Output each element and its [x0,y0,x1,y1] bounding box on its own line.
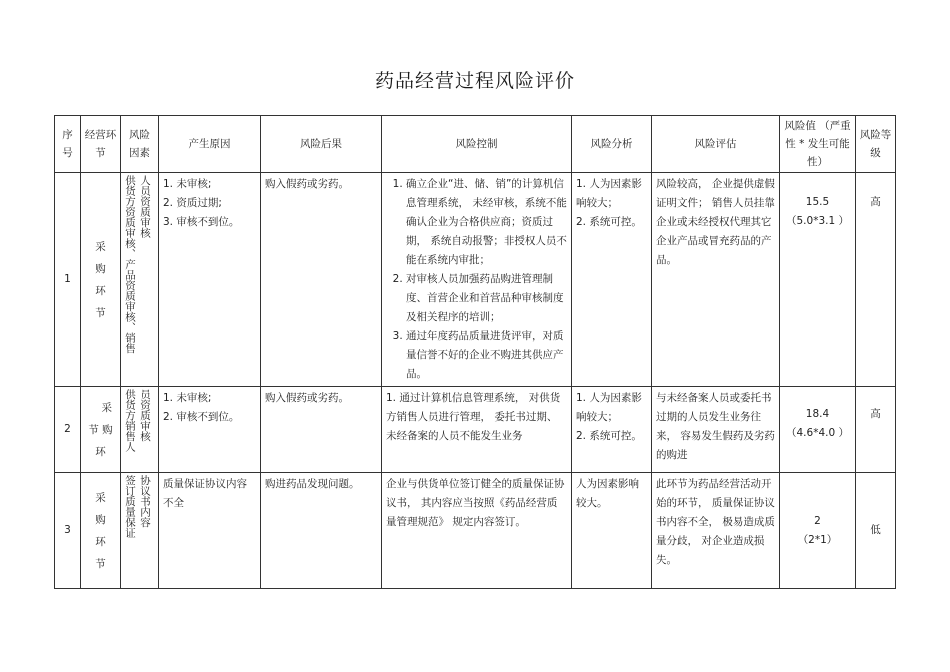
row-cause: 1. 未审核; 2. 资质过期; 3. 审核不到位。 [159,173,261,387]
header-cause: 产生原因 [159,116,261,173]
table-row [55,473,896,589]
header-assessment: 风险评估 [652,116,780,173]
header-value: 风险值 （严重性 * 发生可能性） [780,116,856,173]
row-consequence: 购进药品发现问题。 [261,473,382,589]
page-title: 药品经营过程风险评价 [374,70,575,92]
row-consequence: 购入假药或劣药。 [261,387,382,473]
header-seq: 序号 [55,116,81,173]
row-stage: 采 节 购 环 [81,387,121,473]
row-factor: 签订质量保证 协议书内容 [121,473,159,589]
header-stage: 经营环节 [81,116,121,173]
row-seq: 3 [55,473,81,589]
row-stage: 采 购 环 节 [81,473,121,589]
table-row [55,173,896,387]
row-seq: 1 [55,173,81,387]
row-factor: 供货方资质审核、产品资质审核、销售 人员资质审核 [121,173,159,387]
row-value: 15.5 （5.0*3.1 ） [780,173,856,387]
row-assessment: 此环节为药品经营活动开始的环节， 质量保证协议书内容不全， 极易造成质量分歧， 对企业造成损失。 [652,473,780,589]
row-cause: 质量保证协议内容不全 [159,473,261,589]
row-stage: 采 购 环 节 [81,173,121,387]
header-analysis: 风险分析 [572,116,652,173]
header-row [55,116,896,173]
row-cause: 1. 未审核; 2. 审核不到位。 [159,387,261,473]
row-analysis: 1. 人为因素影响较大； 2. 系统可控。 [572,173,652,387]
header-control: 风险控制 [382,116,572,173]
row-value: 2 （2*1） [780,473,856,589]
row-value: 18.4 （4.6*4.0 ） [780,387,856,473]
row-level: 高 [856,173,896,387]
risk-table [54,115,896,589]
row-level: 低 [856,473,896,589]
row-analysis: 1. 人为因素影响较大； 2. 系统可控。 [572,387,652,473]
table-row [55,387,896,473]
header-factor: 风险因素 [121,116,159,173]
row-assessment: 与未经备案人员或委托书过期的人员发生业务往来， 容易发生假药及劣药的购进 [652,387,780,473]
row-control: 1. 通过计算机信息管理系统， 对供货方销售人员进行管理， 委托书过期、未经备案的人员不能发生业务 [382,387,572,473]
row-seq: 2 [55,387,81,473]
row-consequence: 购入假药或劣药。 [261,173,382,387]
row-assessment: 风险较高， 企业提供虚假证明文件； 销售人员挂靠企业或未经授权代理其它企业产品或冒充药品的产品。 [652,173,780,387]
row-control: 1. 确立企业“进、储、销”的计算机信息管理系统， 未经审核，系统不能确认企业为合格供应商；资质过期， 系统自动报警；非授权人员不能在系统内审批； 2. 对审核人员加强药品购进管理制度、首营企业和首营品种审核制度及相关程序的培训； 3. 通过年度药品质量进货评审，对质量信誉不好的企业不购进其供应产品。 [382,173,572,387]
header-level: 风险等级 [856,116,896,173]
header-consequence: 风险后果 [261,116,382,173]
row-level: 高 [856,387,896,473]
row-control: 企业与供货单位签订健全的质量保证协议书， 其内容应当按照《药品经营质量管理规范》 规定内容签订。 [382,473,572,589]
row-factor: 供货方销售人 员资质审核 [121,387,159,473]
row-analysis: 人为因素影响较大。 [572,473,652,589]
